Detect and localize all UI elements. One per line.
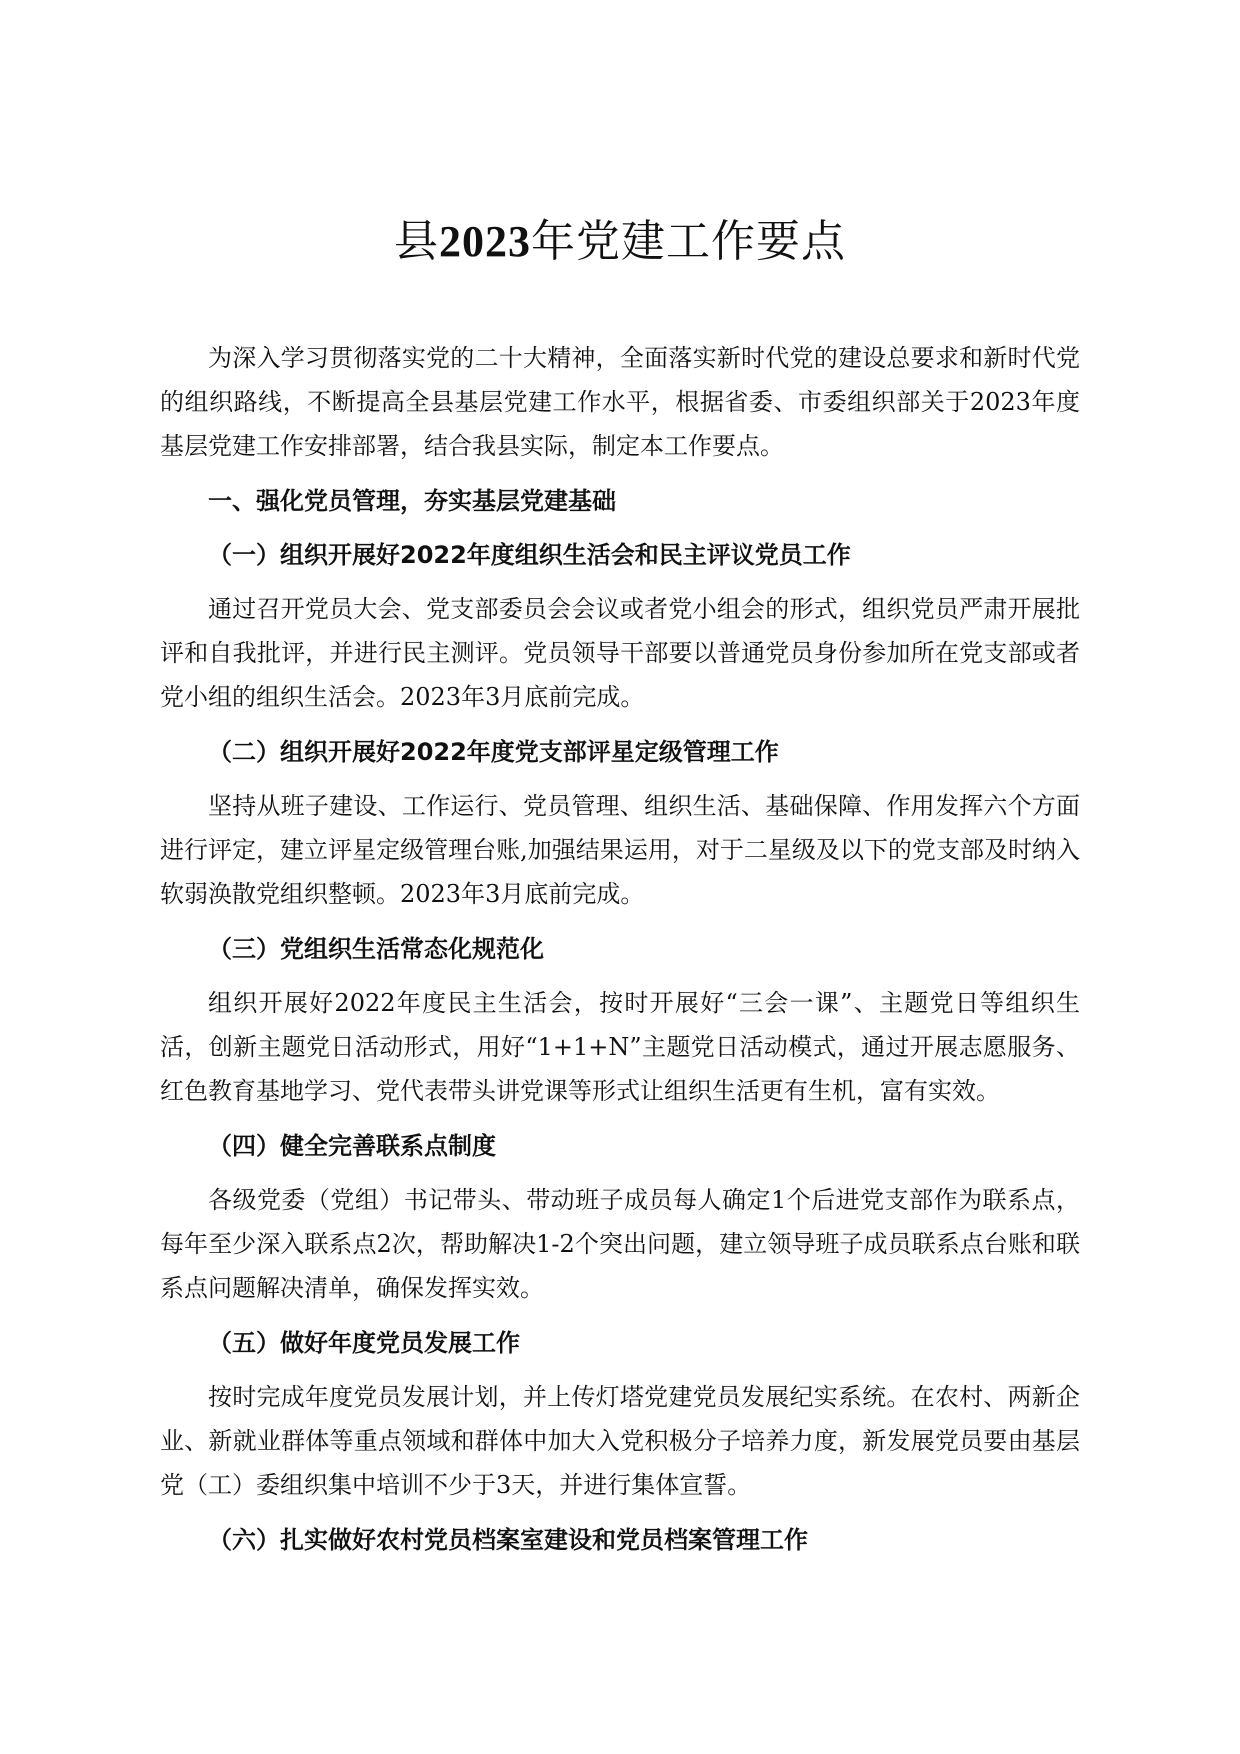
item-paragraph-3: 组织开展好2022年度民主生活会，按时开展好“三会一课”、主题党日等组织生活，创新主题党日活动形式，用好“1+1+N”主题党日活动模式，通过开展志愿服务、红色教育基地学习、党代表带头讲党课等形式让组织生活更有生机，富有实效。 <box>160 989 1080 1105</box>
item-heading-2: （二）组织开展好2022年度党支部评星定级管理工作 <box>208 738 779 766</box>
item-heading-4: （四）健全完善联系点制度 <box>208 1132 496 1160</box>
item-paragraph-2: 坚持从班子建设、工作运行、党员管理、组织生活、基础保障、作用发挥六个方面进行评定，建立评星定级管理台账,加强结果运用，对于二星级及以下的党支部及时纳入软弱涣散党组织整顿。2023年3月底前完成。 <box>160 792 1080 908</box>
item-heading-5: （五）做好年度党员发展工作 <box>208 1329 520 1357</box>
item-heading-1: （一）组织开展好2022年度组织生活会和民主评议党员工作 <box>208 541 851 569</box>
item-paragraph-5: 按时完成年度党员发展计划，并上传灯塔党建党员发展纪实系统。在农村、两新企业、新就业群体等重点领域和群体中加大入党积极分子培养力度，新发展党员要由基层党（工）委组织集中培训不少于3天，并进行集体宣誓。 <box>160 1383 1080 1499</box>
title-suffix: 年党建工作要点 <box>531 216 846 267</box>
title-year: 2023 <box>439 217 531 266</box>
document-body <box>160 336 1080 1562</box>
item-paragraph-4: 各级党委（党组）书记带头、带动班子成员每人确定1个后进党支部作为联系点，每年至少深入联系点2次，帮助解决1-2个突出问题，建立领导班子成员联系点台账和联系点问题解决清单，确保发挥实效。 <box>160 1186 1080 1302</box>
section-heading-1: 一、强化党员管理，夯实基层党建基础 <box>208 487 616 515</box>
document-title <box>0 212 1240 272</box>
item-heading-3: （三）党组织生活常态化规范化 <box>208 935 544 963</box>
item-paragraph-1: 通过召开党员大会、党支部委员会会议或者党小组会的形式，组织党员严肃开展批评和自我批评，并进行民主测评。党员领导干部要以普通党员身份参加所在党支部或者党小组的组织生活会。2023年3月底前完成。 <box>160 595 1080 711</box>
title-prefix: 县 <box>394 216 439 267</box>
intro-paragraph: 为深入学习贯彻落实党的二十大精神，全面落实新时代党的建设总要求和新时代党的组织路线，不断提高全县基层党建工作水平，根据省委、市委组织部关于2023年度基层党建工作安排部署，结合我县实际，制定本工作要点。 <box>160 344 1080 460</box>
item-heading-6: （六）扎实做好农村党员档案室建设和党员档案管理工作 <box>208 1526 808 1554</box>
